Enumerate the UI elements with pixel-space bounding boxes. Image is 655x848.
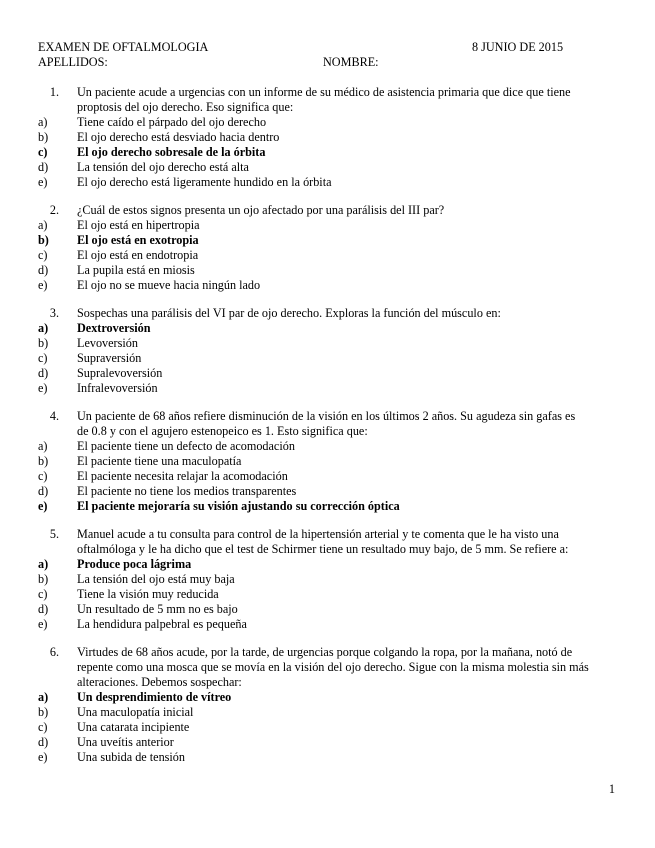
question-4	[38, 409, 618, 514]
option-letter: a)	[38, 115, 48, 129]
answer-option-6-b	[38, 705, 618, 720]
question-stem-text	[77, 306, 618, 321]
option-text: Infralevoversión	[77, 381, 158, 395]
option-letter: c)	[38, 351, 48, 365]
question-5	[38, 527, 618, 632]
option-text: Una maculopatía inicial	[77, 705, 194, 719]
answer-option-4-e	[38, 499, 618, 514]
option-letter: c)	[38, 469, 48, 483]
stem-line: de 0.8 y con el agujero estenopeico es 1. Esto significa que:	[77, 424, 368, 438]
option-text: La pupila está en miosis	[77, 263, 195, 277]
option-text: El paciente necesita relajar la acomodación	[77, 469, 288, 483]
question-2	[38, 203, 618, 293]
option-text: El ojo derecho sobresale de la órbita	[77, 145, 266, 159]
option-letter: d)	[38, 602, 49, 616]
answer-option-5-e	[38, 617, 618, 632]
answer-option-1-a	[38, 115, 618, 130]
option-text: Supraversión	[77, 351, 142, 365]
answer-option-1-b	[38, 130, 618, 145]
answer-option-4-d	[38, 484, 618, 499]
option-text: El ojo está en exotropia	[77, 233, 199, 247]
answer-option-4-a	[38, 439, 618, 454]
option-text: Supralevoversión	[77, 366, 163, 380]
question-6	[38, 645, 618, 765]
stem-line: Un paciente acude a urgencias con un informe de su médico de asistencia primaria que dice que tiene	[77, 85, 571, 99]
question-number: 6.	[49, 645, 59, 659]
question-number: 1.	[49, 85, 59, 99]
option-text: Una subida de tensión	[77, 750, 185, 764]
option-text: El paciente tiene un defecto de acomodación	[77, 439, 295, 453]
option-text: El ojo derecho está desviado hacia dentro	[77, 130, 280, 144]
option-letter: d)	[38, 366, 49, 380]
question-stem	[38, 203, 618, 218]
option-text: El paciente no tiene los medios transparentes	[77, 484, 297, 498]
question-number: 2.	[49, 203, 59, 217]
answer-option-6-d	[38, 735, 618, 750]
option-letter: e)	[38, 381, 48, 395]
stem-line: Manuel acude a tu consulta para control de la hipertensión arterial y te comenta que le ha visto una	[77, 527, 559, 541]
stem-line: ¿Cuál de estos signos presenta un ojo afectado por una parálisis del III par?	[77, 203, 445, 217]
option-letter: d)	[38, 160, 49, 174]
option-letter: a)	[38, 557, 49, 571]
nombre-label: NOMBRE:	[323, 55, 379, 69]
answer-option-3-c	[38, 351, 618, 366]
option-letter: d)	[38, 735, 49, 749]
option-text: El ojo no se mueve hacia ningún lado	[77, 278, 261, 292]
question-stem-text	[77, 409, 618, 439]
answer-option-1-e	[38, 175, 618, 190]
answer-option-1-d	[38, 160, 618, 175]
answer-option-2-c	[38, 248, 618, 263]
question-number: 3.	[49, 306, 59, 320]
option-letter: d)	[38, 263, 49, 277]
option-letter: b)	[38, 233, 49, 247]
answer-option-2-b	[38, 233, 618, 248]
option-text: El ojo está en hipertropia	[77, 218, 200, 232]
option-letter: b)	[38, 572, 49, 586]
option-text: Una uveítis anterior	[77, 735, 174, 749]
option-letter: b)	[38, 454, 49, 468]
answer-option-3-a	[38, 321, 618, 336]
stem-line: Virtudes de 68 años acude, por la tarde, de urgencias porque colgando la ropa, por la mañana, notó de	[77, 645, 573, 659]
exam-title: EXAMEN DE OFTALMOLOGIA	[38, 40, 209, 54]
option-text: Levoversión	[77, 336, 138, 350]
question-number: 5.	[49, 527, 59, 541]
option-letter: c)	[38, 248, 48, 262]
option-text: Produce poca lágrima	[77, 557, 192, 571]
question-stem-text	[77, 203, 618, 218]
option-letter: c)	[38, 587, 48, 601]
answer-option-1-c	[38, 145, 618, 160]
answer-option-6-e	[38, 750, 618, 765]
option-text: Tiene caído el párpado del ojo derecho	[77, 115, 267, 129]
question-stem	[38, 85, 618, 115]
question-stem-text	[77, 85, 618, 115]
stem-line: Un paciente de 68 años refiere disminución de la visión en los últimos 2 años. Su agudeza sin gafas es	[77, 409, 576, 423]
option-letter: a)	[38, 439, 48, 453]
answer-option-5-b	[38, 572, 618, 587]
answer-option-3-d	[38, 366, 618, 381]
question-stem	[38, 527, 618, 557]
option-letter: a)	[38, 321, 49, 335]
answer-option-5-a	[38, 557, 618, 572]
answer-option-3-b	[38, 336, 618, 351]
option-letter: c)	[38, 145, 48, 159]
option-text: El paciente tiene una maculopatía	[77, 454, 242, 468]
question-stem-text	[77, 527, 618, 557]
answer-option-6-c	[38, 720, 618, 735]
option-letter: b)	[38, 705, 49, 719]
question-stem	[38, 306, 618, 321]
stem-line: oftalmóloga y le ha dicho que el test de Schirmer tiene un resultado muy bajo, de 5 mm. Se refiere a:	[77, 542, 569, 556]
option-text: El ojo está en endotropia	[77, 248, 199, 262]
option-letter: e)	[38, 499, 48, 513]
option-text: La hendidura palpebral es pequeña	[77, 617, 247, 631]
stem-line: proptosis del ojo derecho. Eso significa que:	[77, 100, 294, 114]
option-text: El paciente mejoraría su visión ajustando su corrección óptica	[77, 499, 400, 513]
stem-line: repente como una mosca que se movía en la visión del ojo derecho. Sigue con la misma molestia sin más	[77, 660, 589, 674]
option-letter: e)	[38, 750, 48, 764]
answer-option-6-a	[38, 690, 618, 705]
question-stem-text	[77, 645, 618, 690]
option-letter: e)	[38, 278, 48, 292]
option-text: La tensión del ojo derecho está alta	[77, 160, 249, 174]
option-text: Un resultado de 5 mm no es bajo	[77, 602, 238, 616]
answer-option-4-b	[38, 454, 618, 469]
option-letter: c)	[38, 720, 48, 734]
question-stem	[38, 645, 618, 690]
page-number: 1	[608, 782, 615, 796]
stem-line: Sospechas una parálisis del VI par de ojo derecho. Exploras la función del músculo en:	[77, 306, 501, 320]
option-letter: a)	[38, 218, 48, 232]
answer-option-2-a	[38, 218, 618, 233]
stem-line: alteraciones. Debemos sospechar:	[77, 675, 242, 689]
answer-option-2-e	[38, 278, 618, 293]
option-letter: b)	[38, 336, 49, 350]
apellidos-label: APELLIDOS:	[38, 55, 108, 69]
option-text: Dextroversión	[77, 321, 151, 335]
question-number: 4.	[49, 409, 59, 423]
answer-option-4-c	[38, 469, 618, 484]
option-letter: e)	[38, 175, 48, 189]
question-3	[38, 306, 618, 396]
question-1	[38, 85, 618, 190]
option-letter: d)	[38, 484, 49, 498]
option-text: Un desprendimiento de vítreo	[77, 690, 232, 704]
answer-option-5-c	[38, 587, 618, 602]
option-text: Tiene la visión muy reducida	[77, 587, 219, 601]
answer-option-3-e	[38, 381, 618, 396]
option-letter: a)	[38, 690, 49, 704]
option-text: El ojo derecho está ligeramente hundido en la órbita	[77, 175, 332, 189]
question-stem	[38, 409, 618, 439]
exam-date: 8 JUNIO DE 2015	[472, 40, 564, 54]
answer-option-2-d	[38, 263, 618, 278]
option-letter: b)	[38, 130, 49, 144]
option-text: Una catarata incipiente	[77, 720, 190, 734]
answer-option-5-d	[38, 602, 618, 617]
option-text: La tensión del ojo está muy baja	[77, 572, 235, 586]
option-letter: e)	[38, 617, 48, 631]
